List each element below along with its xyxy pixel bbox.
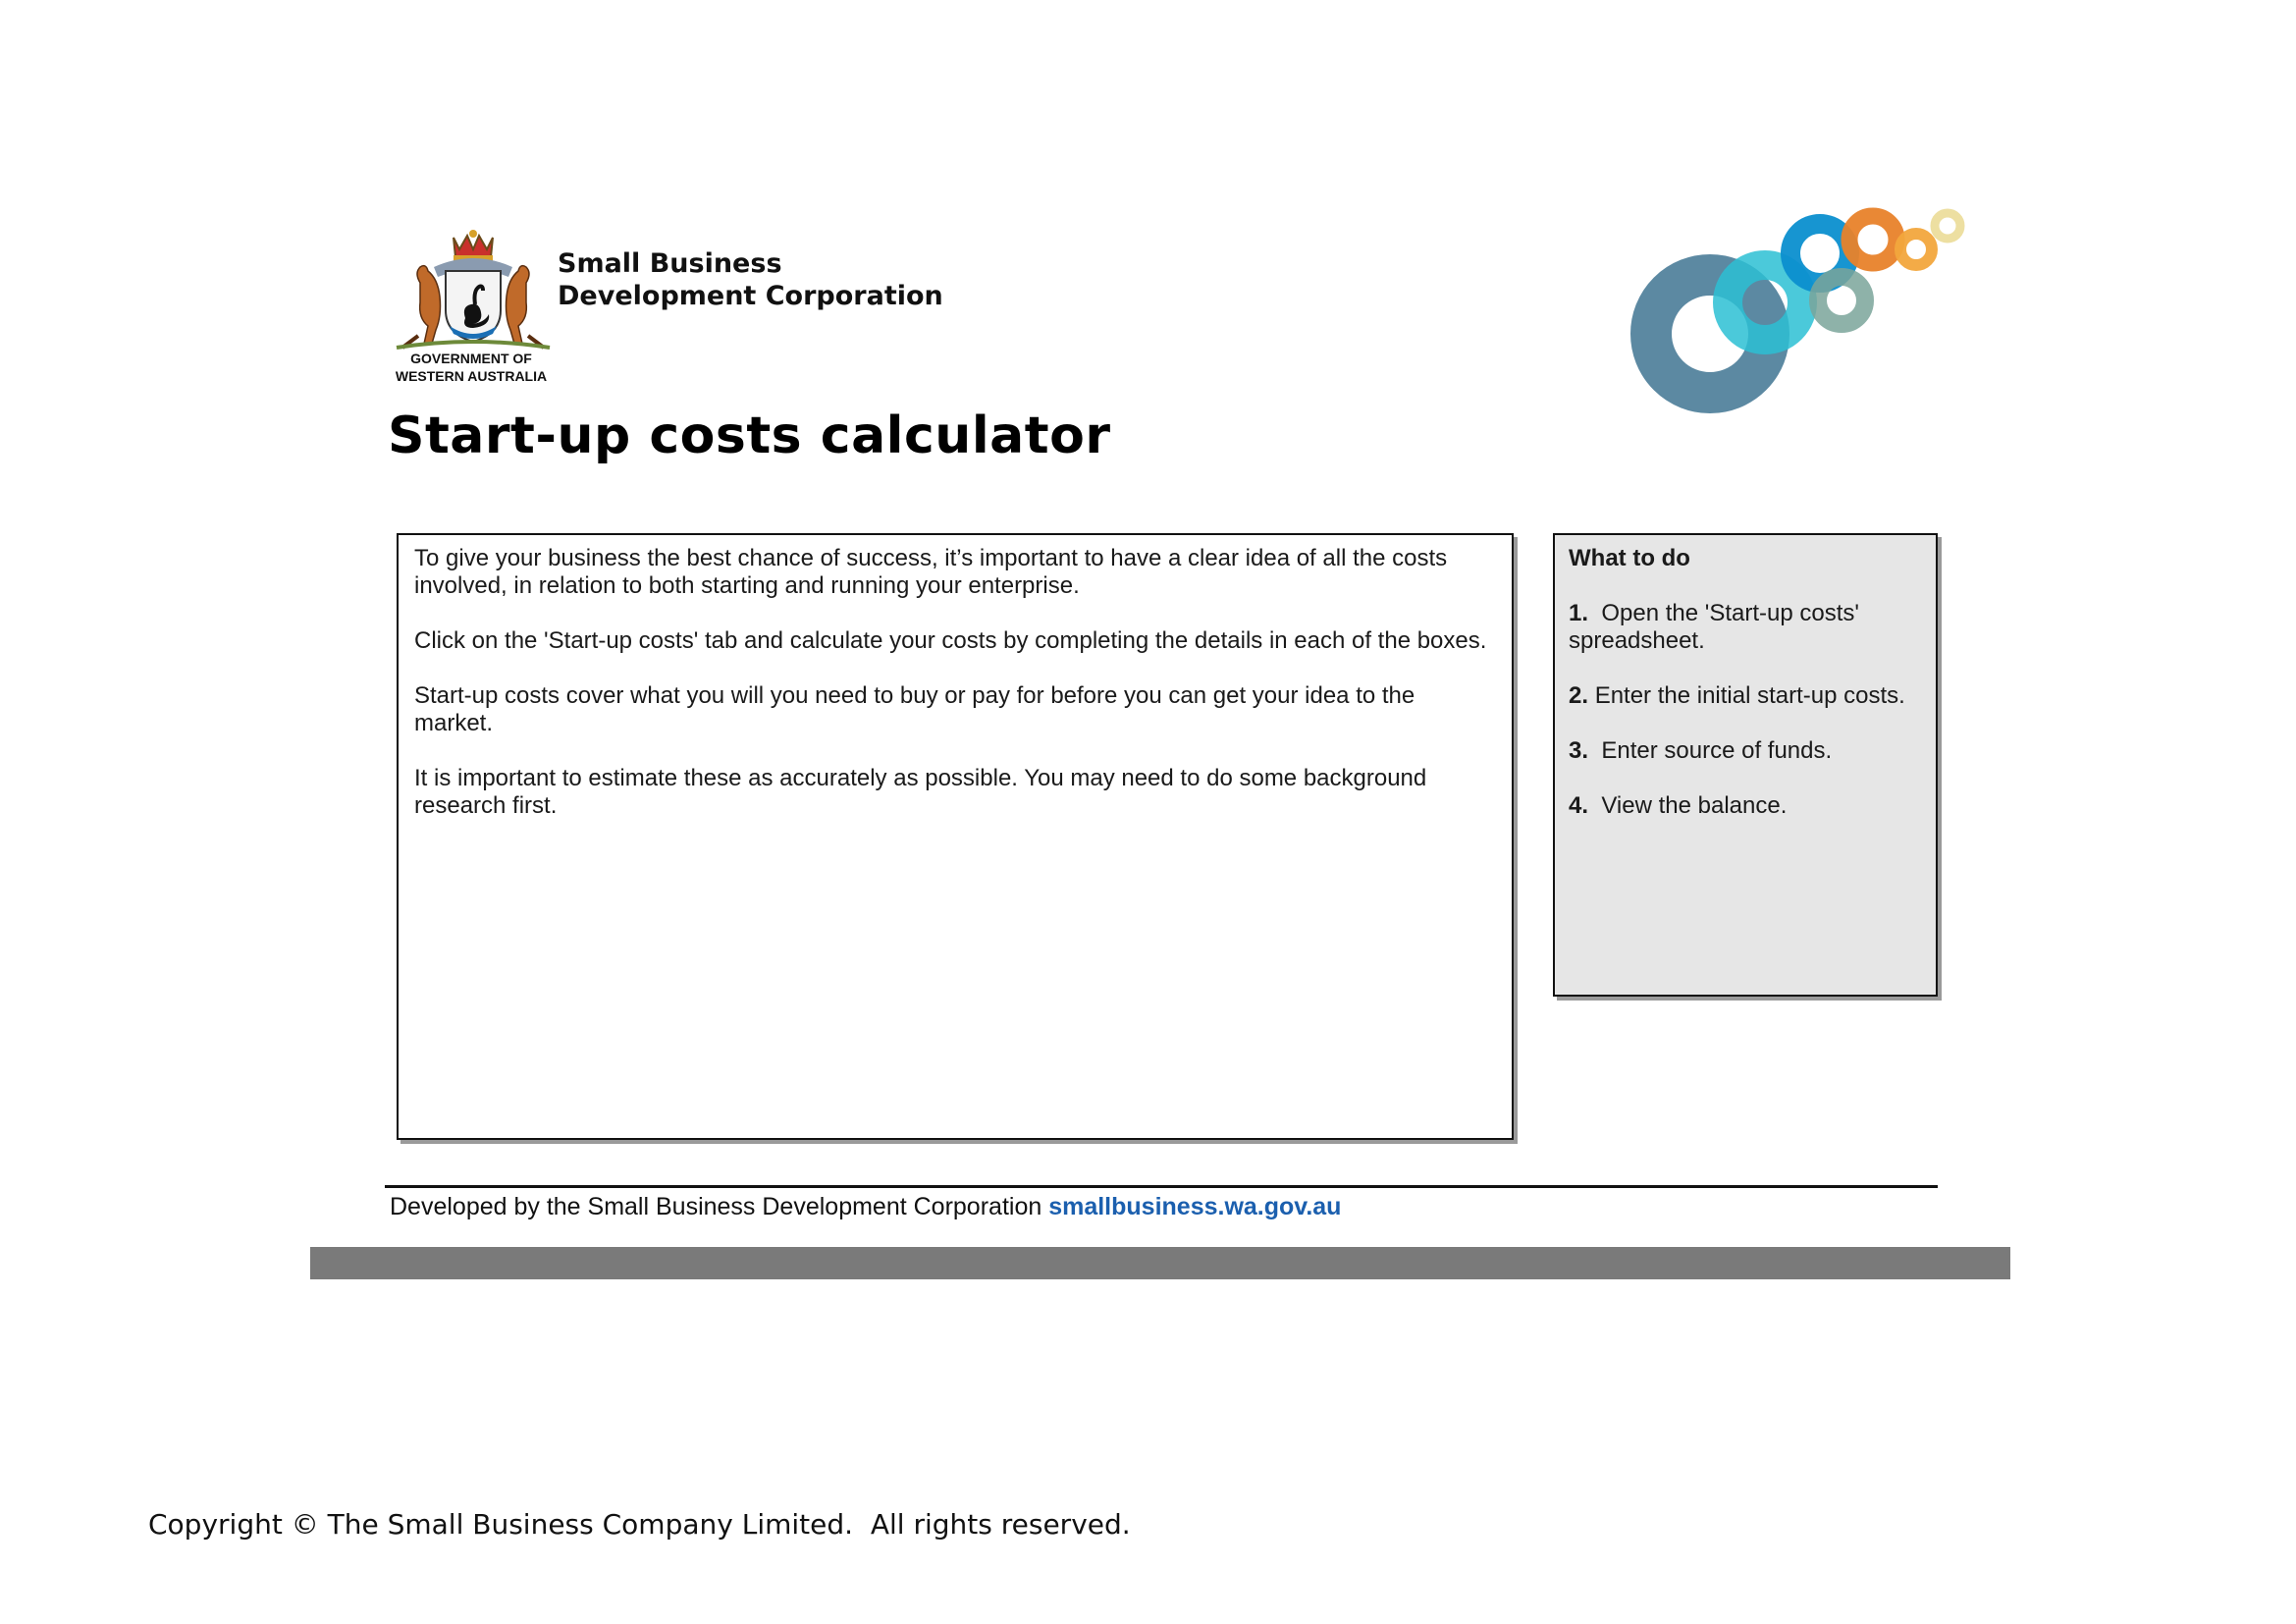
todo-step-text: View the balance. — [1601, 792, 1788, 819]
intro-paragraph: Start-up costs cover what you will you need to buy or pay for before you can get your idea to the market. — [414, 682, 1415, 736]
what-to-do-heading: What to do — [1569, 545, 1690, 571]
crest-caption — [387, 350, 556, 385]
todo-step-number: 2. — [1569, 682, 1589, 709]
todo-step-number: 3. — [1569, 737, 1589, 764]
ring-4 — [1818, 277, 1865, 324]
footer-credit — [390, 1192, 1341, 1221]
intro-paragraph: Click on the 'Start-up costs' tab and calculate your costs by completing the details in each of the boxes. — [414, 627, 1487, 654]
page-title: Start-up costs calculator — [388, 406, 1111, 465]
org-name-line2: Development Corporation — [558, 281, 943, 311]
todo-step-text: Enter the initial start-up costs. — [1594, 682, 1905, 709]
todo-step-text: Enter source of funds. — [1601, 737, 1833, 764]
copyright-notice: Copyright © The Small Business Company Limited. All rights reserved. — [148, 1508, 1131, 1541]
crest-caption-line2: WESTERN AUSTRALIA — [395, 368, 548, 384]
footer-bar — [310, 1247, 2010, 1279]
sbdc-website-link[interactable]: smallbusiness.wa.gov.au — [1048, 1193, 1342, 1220]
ring-7 — [1935, 213, 1960, 239]
todo-step-text: Open the 'Start-up costs' spreadsheet. — [1569, 600, 1859, 654]
crest-caption-line1: GOVERNMENT OF — [410, 351, 532, 366]
org-name — [558, 247, 943, 312]
intro-paragraph: To give your business the best chance of success, it’s important to have a clear idea of all the costs involved, in relation to both starting and running your enterprise. — [414, 545, 1448, 599]
ring-6 — [1900, 234, 1932, 265]
org-name-line1: Small Business — [558, 248, 782, 279]
todo-step-4 — [1569, 792, 1922, 820]
todo-step-2 — [1569, 682, 1922, 710]
todo-step-number: 1. — [1569, 600, 1589, 626]
intro-paragraph: It is important to estimate these as accurately as possible. You may need to do some background research first. — [414, 765, 1427, 819]
todo-step-3 — [1569, 737, 1922, 765]
rings-logo-icon — [1610, 196, 1983, 422]
coat-of-arms-icon — [391, 228, 556, 350]
rings-logo — [1610, 196, 1983, 422]
developed-by-text: Developed by the Small Business Development Corporation — [390, 1193, 1042, 1220]
intro-box — [397, 533, 1514, 1140]
footer-divider — [385, 1185, 1938, 1188]
what-to-do-box — [1553, 533, 1938, 997]
todo-step-number: 4. — [1569, 792, 1589, 819]
ring-5 — [1849, 216, 1896, 263]
todo-step-1 — [1569, 600, 1922, 655]
